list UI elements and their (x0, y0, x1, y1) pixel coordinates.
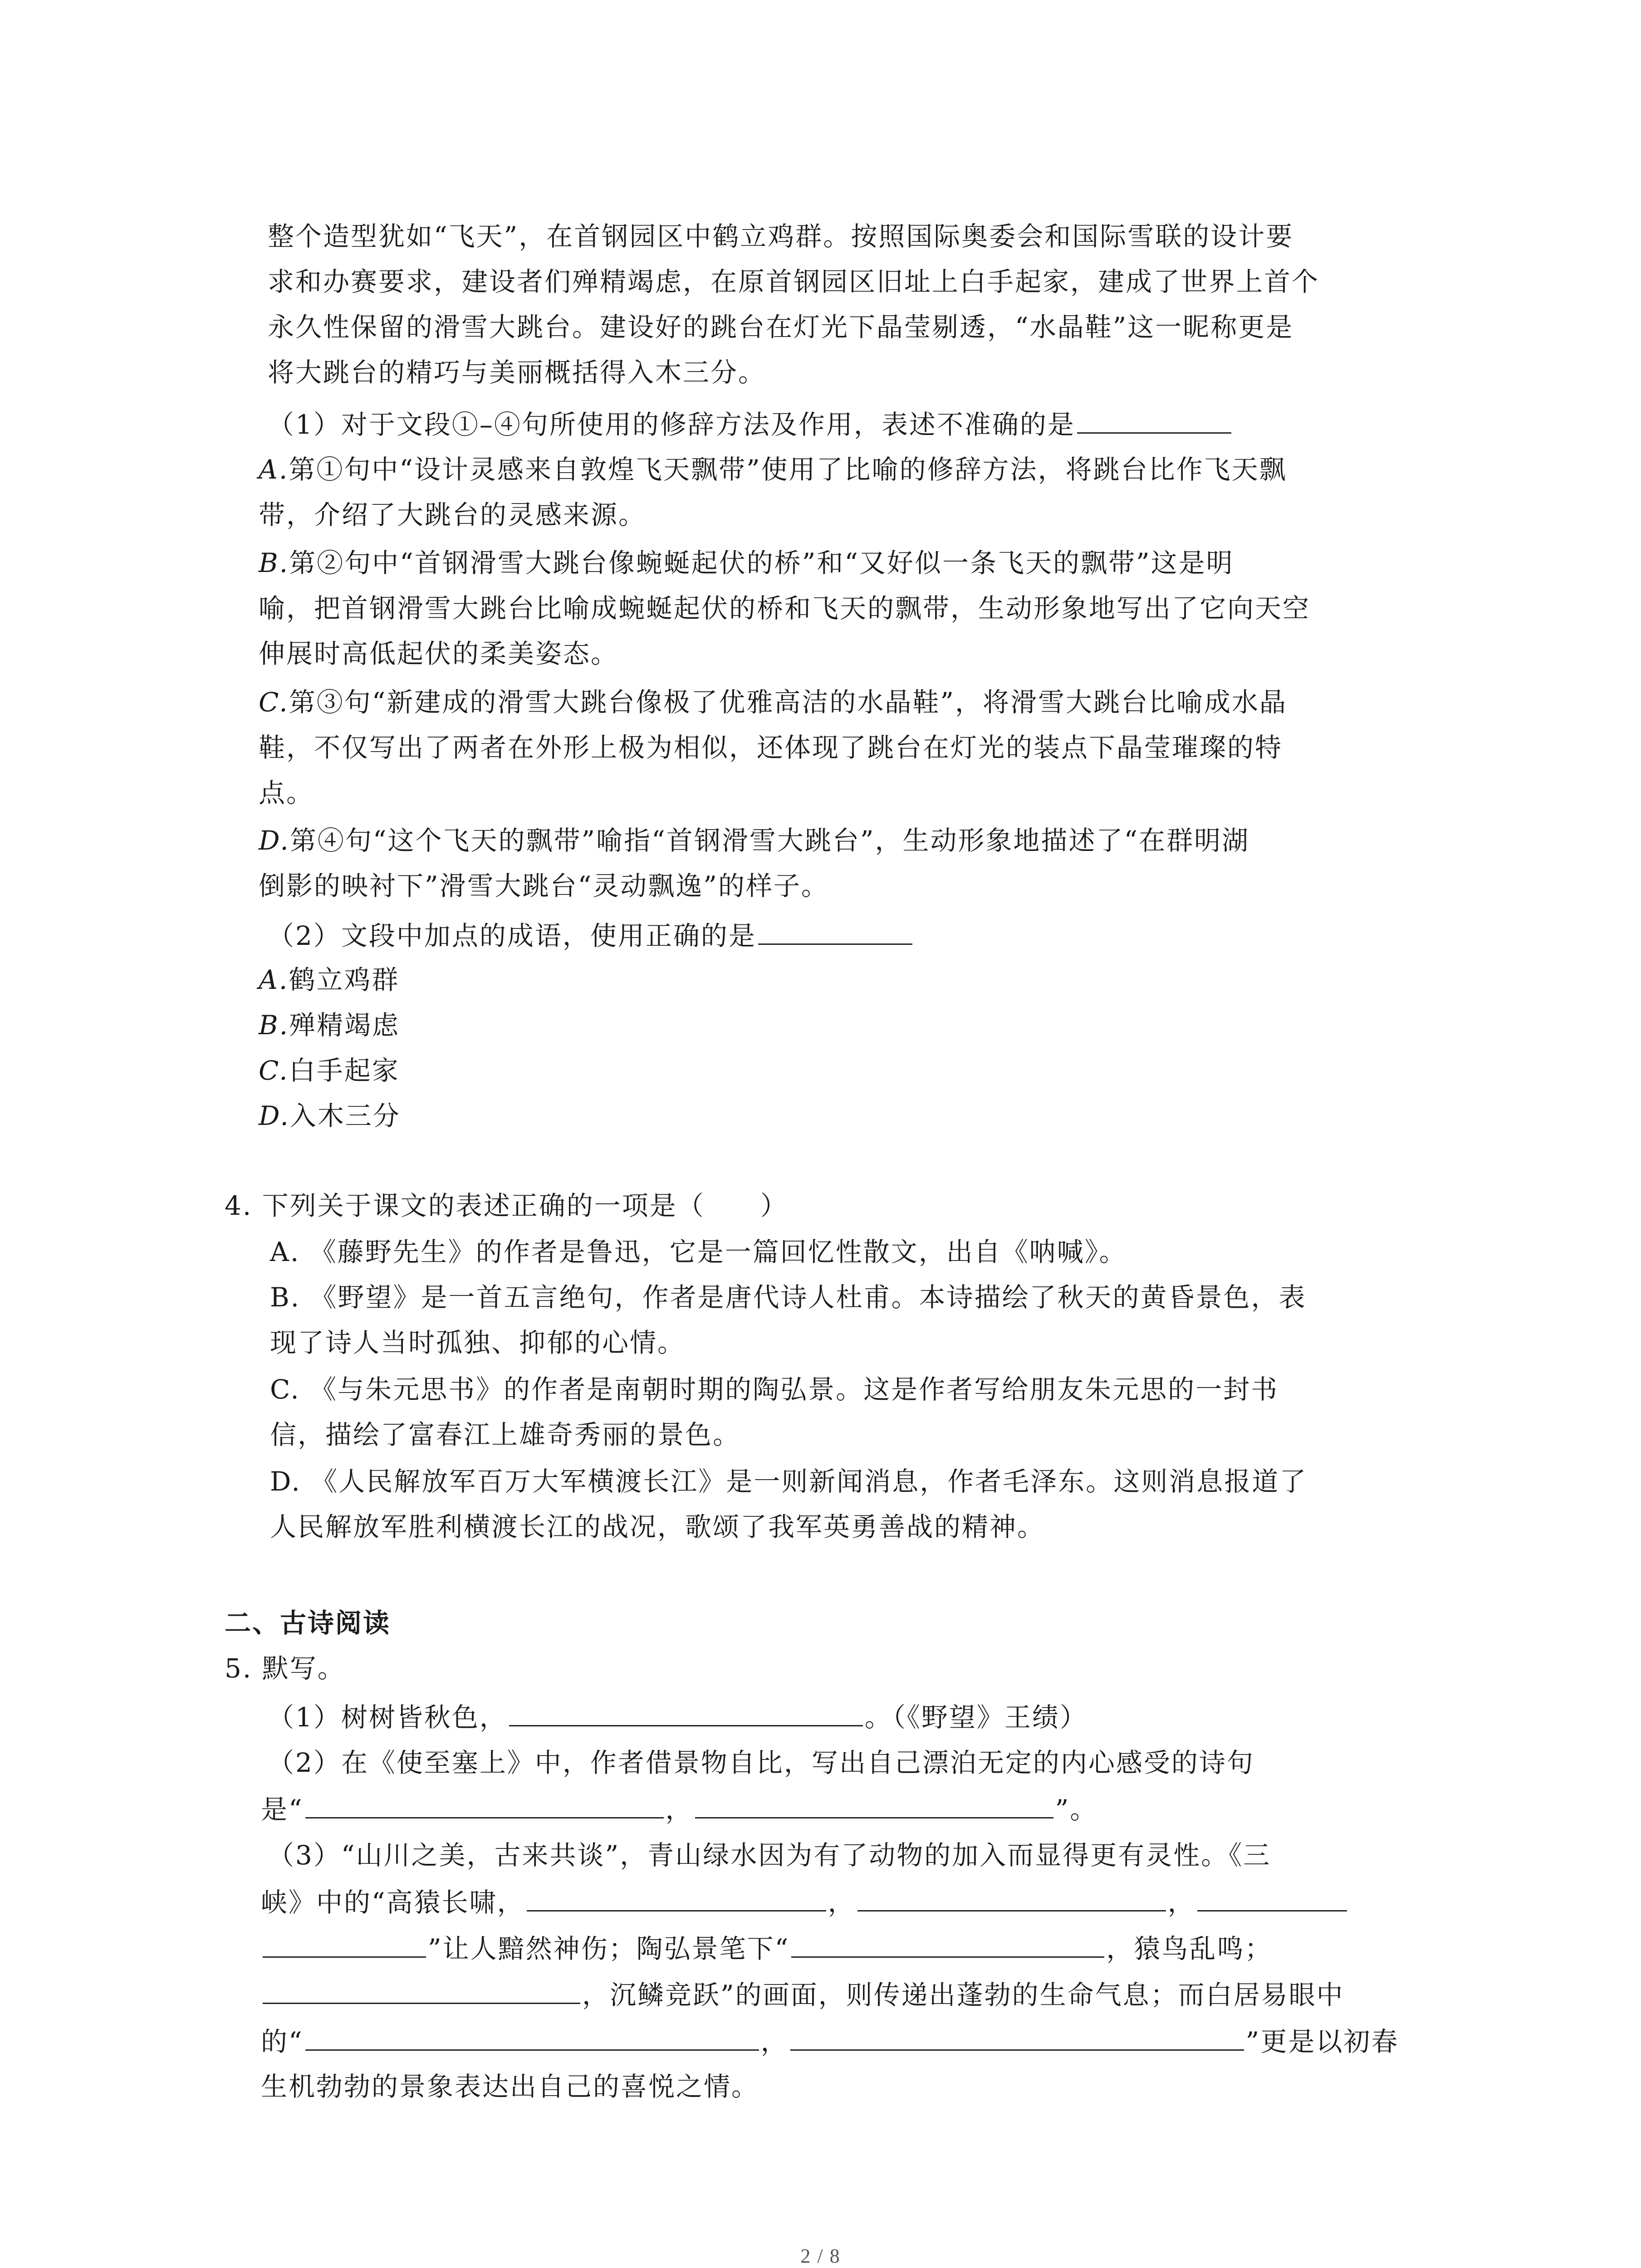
option-label: D. (259, 825, 290, 856)
option-text: 带，介绍了大跳台的灵感来源。 (259, 499, 647, 530)
q3-1-stem (268, 406, 1233, 442)
q3-1-option-d (259, 823, 1249, 858)
text-segment: ”更是以初春 (1245, 2026, 1399, 2057)
text-segment: ”让人黯然神伤；陶弘景笔下“ (428, 1933, 790, 1964)
passage-line: 永久性保留的滑雪大跳台。建设好的跳台在灯光下晶莹剔透，“水晶鞋”这一昵称更是 (268, 312, 1294, 342)
answer-blank[interactable] (263, 1976, 580, 2004)
option-text: 点。 (259, 777, 314, 808)
option-text: 倒影的映衬下”滑雪大跳台“灵动飘逸”的样子。 (259, 870, 829, 901)
option-label: B. (259, 1010, 289, 1041)
option-text: 鞋，不仅写出了两者在外形上极为相似，还体现了跳台在灯光的装点下晶莹璀璨的特 (259, 732, 1283, 763)
q5-part-3-line6: 生机勃勃的景象表达出自己的喜悦之情。 (261, 2071, 759, 2102)
q5-part-3-line2 (261, 1884, 1349, 1920)
answer-blank[interactable] (857, 1884, 1166, 1911)
q5-part-3-line5 (261, 2023, 1399, 2059)
q3-2-option-b (259, 1008, 400, 1042)
option-text: 殚精竭虑 (289, 1010, 400, 1041)
q4-stem: 4. 下列关于课文的表述正确的一项是（ ） (225, 1190, 788, 1221)
answer-blank[interactable] (1197, 1884, 1347, 1911)
option-text: 人民解放军胜利横渡长江的战况，歌颂了我军英勇善战的精神。 (270, 1511, 1045, 1542)
text-segment: ， (828, 1887, 856, 1918)
option-text: 第③句“新建成的滑雪大跳台像极了优雅高洁的水晶鞋”，将滑雪大跳台比喻成水晶 (289, 687, 1288, 718)
option-text: 第①句中“设计灵感来自敦煌飞天飘带”使用了比喻的修辞方法，将跳台比作飞天飘 (289, 454, 1287, 485)
option-text: 信，描绘了富春江上雄奇秀丽的景色。 (270, 1419, 741, 1450)
option-text: 第②句中“首钢滑雪大跳台像蜿蜒起伏的桥”和“又好似一条飞天的飘带”这是明 (289, 547, 1234, 578)
option-text: 第④句“这个飞天的飘带”喻指“首钢滑雪大跳台”，生动形象地描述了“在群明湖 (289, 825, 1250, 856)
q3-2-stem (268, 917, 914, 953)
q3-2-option-c (259, 1053, 400, 1088)
option-text: 伸展时高低起伏的柔美姿态。 (259, 638, 619, 669)
q3-2-option-a (259, 963, 399, 997)
q4-option-d: D. 《人民解放军百万大军横渡长江》是一则新闻消息，作者毛泽东。这则消息报道了 (270, 1466, 1308, 1497)
option-text: 入木三分 (289, 1100, 401, 1131)
answer-blank[interactable] (305, 2023, 759, 2051)
option-text: 喻，把首钢滑雪大跳台比喻成蜿蜒起伏的桥和飞天的飘带，生动形象地写出了它向天空 (259, 593, 1311, 624)
section-heading: 二、古诗阅读 (225, 1608, 391, 1638)
answer-blank[interactable] (263, 1930, 426, 1958)
q4-option-c: C. 《与朱元思书》的作者是南朝时期的陶弘景。这是作者写给朋友朱元思的一封书 (270, 1374, 1279, 1405)
q3-1-stem-text: （1）对于文段①–④句所使用的修辞方法及作用，表述不准确的是 (268, 409, 1075, 440)
answer-blank[interactable] (1077, 406, 1231, 434)
text-segment: ”。 (1055, 1794, 1098, 1825)
q3-2-option-d (259, 1099, 401, 1133)
q5-stem: 5. 默写。 (225, 1653, 345, 1684)
option-label: A. (259, 454, 289, 485)
q4-option-b: B. 《野望》是一首五言绝句，作者是唐代诗人杜甫。本诗描绘了秋天的黄昏景色，表 (270, 1282, 1307, 1313)
option-label: C. (259, 1055, 289, 1086)
text-segment: ， (760, 2026, 789, 2057)
option-label: A. (259, 964, 289, 995)
q5-part-2: （2）在《使至塞上》中，作者借景物自比，写出自己漂泊无定的内心感受的诗句 (268, 1747, 1254, 1778)
text-segment: 是“ (261, 1794, 304, 1825)
text-segment: ，猿鸟乱鸣； (1106, 1933, 1273, 1964)
answer-blank[interactable] (790, 2023, 1244, 2051)
text-segment: 的“ (261, 2026, 304, 2057)
answer-blank[interactable] (527, 1884, 826, 1911)
option-text: 鹤立鸡群 (289, 964, 400, 995)
passage-line: 求和办赛要求，建设者们殚精竭虑，在原首钢园区旧址上白手起家，建成了世界上首个 (268, 266, 1320, 297)
option-label: B. (259, 547, 289, 578)
q4-option-a: A. 《藤野先生》的作者是鲁迅，它是一篇回忆性散文，出自《呐喊》。 (270, 1237, 1127, 1267)
option-label: C. (259, 687, 289, 718)
q3-1-option-b (259, 546, 1234, 580)
text-segment: （1）树树皆秋色， (268, 1702, 507, 1733)
q3-1-option-a (259, 452, 1287, 487)
text-segment: ，沉鳞竞跃”的画面，则传递出蓬勃的生命气息；而白居易眼中 (582, 1980, 1344, 2010)
answer-blank[interactable] (305, 1791, 664, 1818)
option-text: 白手起家 (289, 1055, 400, 1086)
answer-blank[interactable] (791, 1930, 1104, 1958)
option-label: D. (259, 1100, 290, 1131)
text-segment: ， (665, 1794, 693, 1825)
q5-part-3-line4 (261, 1976, 1344, 2012)
q5-part-3: （3）“山川之美，古来共谈”，青山绿水因为有了动物的加入而显得更有灵性。《三 (268, 1840, 1271, 1871)
answer-blank[interactable] (758, 917, 912, 945)
q5-part-1 (268, 1699, 1087, 1735)
passage-line: 将大跳台的精巧与美丽概括得入木三分。 (268, 357, 766, 388)
q3-1-option-c (259, 685, 1287, 719)
q5-part-3-line3 (261, 1930, 1272, 1966)
q3-2-stem-text: （2）文段中加点的成语，使用正确的是 (268, 920, 756, 951)
answer-blank[interactable] (695, 1791, 1053, 1818)
answer-blank[interactable] (509, 1699, 863, 1726)
text-segment: 。（《野望》王绩） (864, 1702, 1087, 1733)
passage-line: 整个造型犹如“飞天”，在首钢园区中鹤立鸡群。按照国际奥委会和国际雪联的设计要 (268, 221, 1294, 252)
page-number: 2 / 8 (800, 2245, 841, 2267)
option-text: 现了诗人当时孤独、抑郁的心情。 (270, 1327, 686, 1358)
text-segment: ， (1167, 1887, 1195, 1918)
q5-part-2-answer (261, 1791, 1097, 1827)
text-segment: 峡》中的“高猿长啸， (261, 1887, 525, 1918)
